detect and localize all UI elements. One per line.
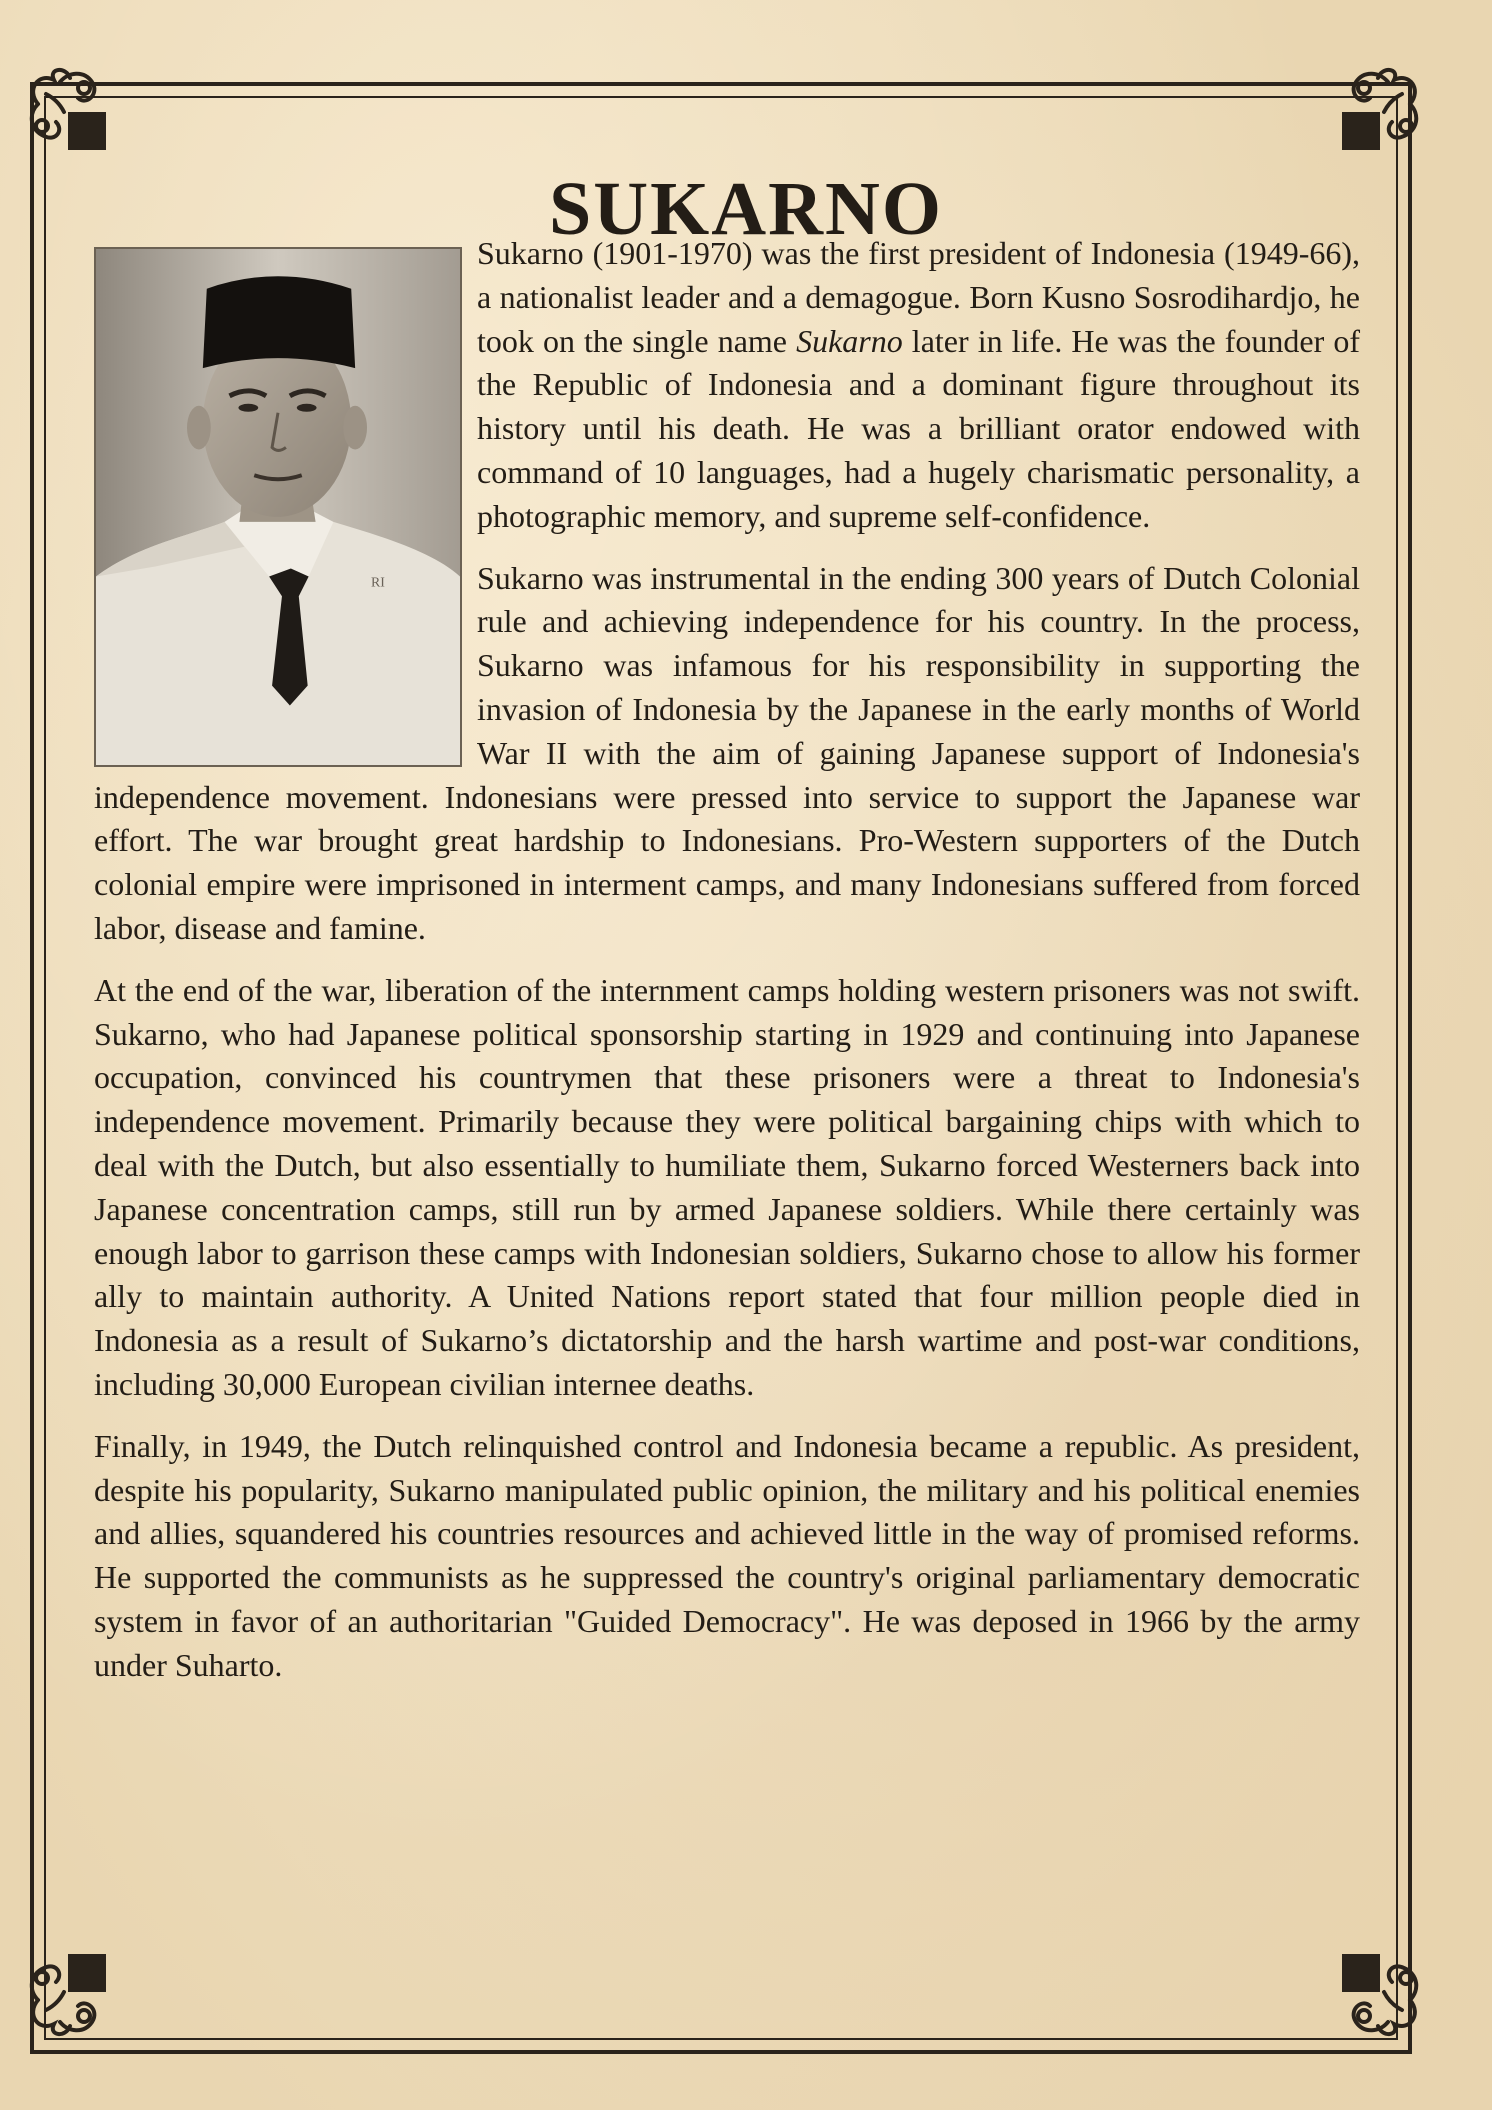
fleur-corner-ornament-icon: [20, 1930, 130, 2040]
portrait-photo: [94, 247, 462, 767]
fleur-corner-ornament-icon: [1318, 1930, 1428, 2040]
biography-text: [94, 232, 1360, 1706]
svg-text:RI: RI: [370, 575, 385, 591]
fleur-corner-ornament-icon: [1318, 64, 1428, 174]
paragraph-end-of-war: At the end of the war, liberation of the internment camps holding western prisoners was not swift. Sukarno, who had Japanese political sponsorship starting in 1929 and continuing into Japanese occupation, convinced his countrymen that these prisoners were a threat to Indonesia's independence movement. Primarily because they were political bargaining chips with which to deal with the Dutch, but also essentially to humiliate them, Sukarno forced Westerners back into Japanese concentration camps, still run by armed Japanese soldiers. While there certainly was enough labor to garrison these camps with Indonesian soldiers, Sukarno chose to allow his former ally to maintain authority. A United Nations report stated that four million people died in Indonesia as a result of Sukarno’s dictatorship and the harsh wartime and post-war conditions, including 30,000 European civilian internee deaths.: [94, 971, 1360, 1402]
fleur-corner-ornament-icon: [20, 64, 130, 174]
paragraph-presidency: Finally, in 1949, the Dutch relinquished control and Indonesia became a republic. As president, despite his popularity, Sukarno manipulated public opinion, the military and his political enemies and allies, squandered his countries resources and achieved little in the way of promised reforms. He supported the communists as he suppressed the country's original parliamentary democratic system in favor of an authoritarian "Guided Democracy". He was deposed in 1966 by the army under Suharto.: [94, 1427, 1360, 1683]
page-title: SUKARNO: [548, 166, 944, 251]
paragraph-colonial-rule: Sukarno was instrumental in the ending 300 years of Dutch Colonial rule and achieving independence for his country. In the process, Sukarno was infamous for his responsibility in supporting the invasion of Indonesia by the Japanese in the early months of World War II with the aim of gaining Japanese support of Indonesia's independence movement. Indonesians were pressed into service to support the Japanese war effort. The war brought great hardship to Indonesians. Pro-Western supporters of the Dutch colonial empire were imprisoned in interment camps, and many Indonesians suffered from forced labor, disease and famine.: [94, 559, 1360, 946]
paragraph-intro: Sukarno (1901-1970) was the first president of Indonesia (1949-66), a nationalist leader and a demagogue. Born Kusno Sosrodihardjo, he took on the single name Sukarno later in life. He was the founder of the Republic of Indonesia and a dominant figure throughout its history until his death. He was a brilliant orator endowed with command of 10 languages, had a hugely charismatic personality, a photographic memory, and supreme self-confidence.: [477, 235, 1361, 534]
